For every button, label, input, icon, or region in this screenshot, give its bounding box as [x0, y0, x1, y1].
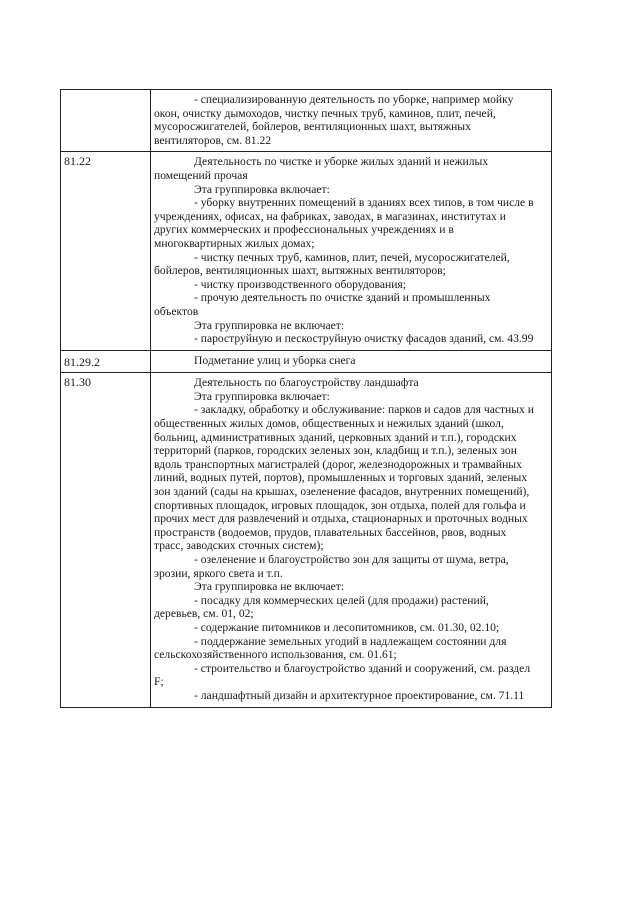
code-cell: 81.29.2 — [61, 350, 151, 373]
code-cell: 81.30 — [61, 373, 151, 707]
description-line: - ландшафтный дизайн и архитектурное проектирование, см. 71.11 — [194, 688, 525, 702]
description-line: - содержание питомников и лесопитомников, см. 01.30, 02.10; — [194, 620, 500, 634]
description-line: линий, водных путей, портов), промышленных и торговых зданий, зеленых — [154, 471, 528, 485]
description-line: - строительство и благоустройство зданий и сооружений, см. раздел — [194, 661, 531, 675]
description-line: учреждениях, офисах, на фабриках, заводах, в магазинах, институтах и — [154, 209, 506, 223]
description-line: Деятельность по благоустройству ландшафта — [194, 376, 419, 390]
description-line: зон зданий (сады на крышах, озеленение фасадов, внутренних помещений), — [154, 485, 530, 499]
table-row — [61, 350, 552, 373]
table-row — [61, 90, 552, 152]
description-line: Эта группировка не включает: — [194, 580, 345, 594]
code-cell — [61, 90, 151, 152]
description-line: прочих мест для развлечений и отдыха, стационарных и проточных водных — [154, 512, 528, 526]
description-line: спортивных площадок, игровых площадок, зон отдыха, полей для гольфа и — [154, 498, 526, 512]
description-line: мусоросжигателей, бойлеров, вентиляционных шахт, вытяжных — [154, 120, 471, 134]
description-cell — [151, 373, 552, 707]
description-line: Подметание улиц и уборка снега — [194, 353, 356, 367]
description-line: вдоль транспортных магистралей (дорог, железнодорожных и трамвайных — [154, 457, 522, 471]
description-line: - чистку производственного оборудования; — [194, 277, 406, 291]
table-row — [61, 152, 552, 350]
description-line: окон, очистку дымоходов, чистку печных труб, каминов, плит, печей, — [154, 106, 496, 120]
description-line: - закладку, обработку и обслуживание: парков и садов для частных и — [194, 403, 534, 417]
description-line: - пароструйную и пескоструйную очистку фасадов зданий, см. 43.99 — [194, 332, 534, 346]
description-cell — [151, 350, 552, 373]
description-line: пространств (водоемов, прудов, плавательных бассейнов, рвов, водных — [154, 525, 507, 539]
description-line: территорий (парков, городских зеленых зон, кладбищ и т.п.), зеленых зон — [154, 444, 517, 458]
description-cell — [151, 152, 552, 350]
description-cell — [151, 90, 552, 152]
description-line: - поддержание земельных угодий в надлежащем состоянии для — [194, 634, 507, 648]
description-line: F; — [154, 675, 164, 689]
description-line: сельскохозяйственного использования, см. 01.61; — [154, 648, 397, 662]
description-line: Эта группировка не включает: — [194, 318, 345, 332]
description-line: вентиляторов, см. 81.22 — [154, 133, 272, 147]
description-line: - озеленение и благоустройство зон для защиты от шума, ветра, — [194, 553, 509, 566]
table-row — [61, 373, 552, 707]
description-line: - чистку печных труб, каминов, плит, печей, мусоросжигателей, — [194, 250, 510, 264]
description-line: общественных жилых домов, общественных и нежилых зданий (школ, — [154, 417, 504, 431]
code-cell: 81.22 — [61, 152, 151, 350]
table-body — [61, 90, 552, 708]
description-line: - уборку внутренних помещений в зданиях всех типов, в том числе в — [194, 196, 534, 210]
description-line: деревьев, см. 01, 02; — [154, 607, 254, 621]
description-line: помещений прочая — [154, 168, 248, 182]
description-line: - посадку для коммерческих целей (для продажи) растений, — [194, 593, 489, 607]
description-line: многоквартирных жилых домах; — [154, 236, 315, 250]
description-line: трасс, заводских сточных систем); — [154, 539, 324, 553]
description-line: эрозии, яркого света и т.п. — [154, 566, 283, 580]
description-line: Деятельность по чистке и уборке жилых зданий и нежилых — [194, 155, 489, 169]
description-line: объектов — [154, 304, 199, 318]
description-line: Эта группировка включает: — [194, 389, 330, 403]
classification-table — [60, 89, 552, 708]
description-line: - прочую деятельность по очистке зданий и промышленных — [194, 291, 491, 305]
description-line: других коммерческих и профессиональных учреждениях и в — [154, 223, 454, 237]
description-line: Эта группировка включает: — [194, 182, 330, 196]
description-line: бойлеров, вентиляционных шахт, вытяжных вентиляторов; — [154, 264, 446, 278]
description-line: - специализированную деятельность по уборке, например мойку — [194, 93, 514, 106]
description-line: больниц, административных зданий, церковных зданий и т.п.), городских — [154, 430, 517, 444]
